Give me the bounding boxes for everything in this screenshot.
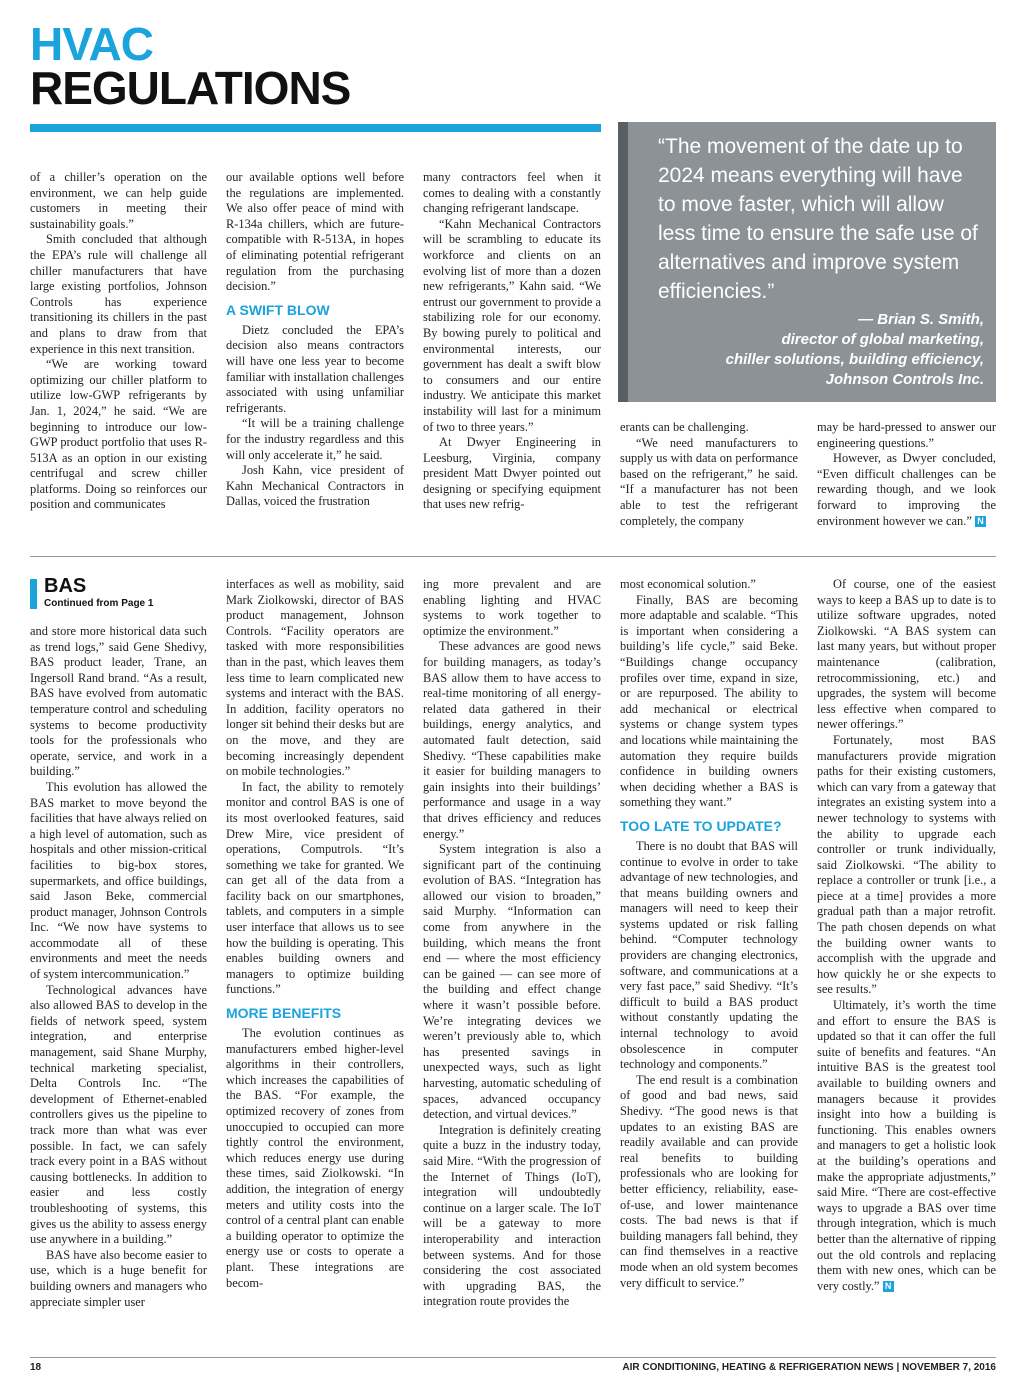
bas-column-1 — [30, 624, 207, 1310]
subhead-swift-blow: A SWIFT BLOW — [226, 301, 330, 318]
paragraph: Smith concluded that although the EPA’s rule will challenge all chiller manufacturers that have large existing portfolios, Johnson Controls has experience transitioning its chillers in the past and plans to draw from that experience in this next transition. — [30, 232, 207, 356]
paragraph: Of course, one of the easiest ways to keep a BAS up to date is to utilize software upgrades, noted Ziolkowski. “A BAS system can last many years, but without proper maintenance (calibration, retrocommissioning, etc.) and upgrades, the system will become less effective when compared to newer offerings.” — [817, 577, 996, 732]
paragraph: Technological advances have also allowed BAS to develop in the fields of network speed, system integration, and enterprise management, said Shane Murphy, technical marketing specialist, Delta Controls Inc. “The development of Ethernet-enabled controllers gives us the pipeline to track more than what was ever possible. In fact, we can safely track every point in a BAS without causing bottlenecks. In addition to easier and less costly troubleshooting of systems, this gives us the ability to assess energy use anywhere in a building.” — [30, 982, 207, 1247]
paragraph: The end result is a combination of good and bad news, said Shedivy. “The good news is that updates to an existing BAS are readily available and can provide real benefits to building professionals who are looking for better efficiency, reliability, ease-of-use, and lower maintenance costs. The bad news is that if building managers fall behind, they can find themselves in a reactive mode when an old system becomes very difficult to service.” — [620, 1072, 798, 1290]
bas-column-5 — [817, 577, 996, 1294]
attribution-line: Johnson Controls Inc. — [825, 371, 984, 388]
paragraph: Josh Kahn, vice president of Kahn Mechanical Contractors in Dallas, voiced the frustration — [226, 463, 404, 509]
paragraph: of a chiller’s operation on the environment, we can help guide customers in meeting their sustainability goals.” — [30, 170, 207, 231]
end-mark-icon: N — [975, 516, 986, 527]
header-line-2: REGULATIONS — [30, 62, 351, 114]
paragraph — [817, 998, 996, 1294]
paragraph: “Kahn Mechanical Contractors will be scrambling to educate its workforce and clients on an evolving list of more than a dozen new refrigerants,” Kahn said. “We entrust our government to provide a stabilizing role for our economy. By bowing purely to political and environmental interests, our government has dealt a swift blow to consumers and our entire industry. We anticipate this market instability will last for a minimum of two to three years.” — [423, 216, 601, 434]
paragraph: our available options well before the regulations are implemented. We also offer peace of mind with R-134a chillers, which are future-compatible with R-513A, in hopes of eliminating potential refrigerant regulation from the purchasing decision.” — [226, 170, 404, 294]
paragraph: ing more prevalent and are enabling lighting and HVAC systems to work together to optimize the environment.” — [423, 577, 601, 638]
bas-title: BAS — [44, 575, 87, 597]
paragraph-text: However, as Dwyer concluded, “Even difficult challenges can be rewarding though, and we look forward to improving the environment however we can.” — [817, 451, 996, 528]
pull-quote-bar — [618, 122, 628, 402]
bas-column-2 — [226, 577, 404, 1291]
paragraph: System integration is also a significant part of the continuing evolution of BAS. “Integration has allowed our vision to broaden,” said Murphy. “Information can come from anywhere in the building, which means the front end — where the most efficiency can be gained — can see more of the building and effect change where it wasn’t possible before. We’re integrating devices we weren’t previously able to, which has presented savings in unexpected ways, such as light harvesting, automatic scheduling of spaces, advanced occupancy detection, and virtual devices.” — [423, 842, 601, 1122]
attribution-line: chiller solutions, building efficiency, — [725, 351, 984, 368]
paragraph: BAS have also become easier to use, which is a huge benefit for building owners and managers who appreciate simpler user — [30, 1247, 207, 1309]
pull-quote-text: “The movement of the date up to 2024 means everything will have to move faster, which will allow less time to ensure the safe use of alternatives and improve system efficiencies.” — [658, 135, 978, 303]
section-divider — [30, 556, 996, 557]
bas-column-4 — [620, 577, 798, 1291]
continued-from-label: Continued from Page 1 — [44, 598, 154, 609]
top-column-5 — [817, 420, 996, 529]
header-rule — [30, 124, 601, 132]
paragraph: The evolution continues as manufacturers embed higher-level algorithms in their controllers, which increases the capabilities of the BAS. “For example, the optimized recovery of zones from unoccupied to occupied can more tightly control the environment, which reduces energy use during these times, said Ziolkowski. “In addition, the integration of energy meters and utility costs into the control of a central plant can enable a building operator to optimize the energy use or costs to operate a plant. These integrations are becom- — [226, 1026, 404, 1290]
end-mark-icon: N — [883, 1281, 894, 1292]
subhead-too-late: TOO LATE TO UPDATE? — [620, 817, 782, 834]
attribution-line: director of global marketing, — [781, 331, 984, 348]
paragraph: Finally, BAS are becoming more adaptable and scalable. “This is important when considering a building’s life cycle,” said Beke. “Buildings change occupancy profiles over time, expand in size, or are repurposed. The ability to add mechanical or electrical systems or change system types and locations while maintaining the automation they require builds confidence in building owners when deciding whether a BAS is something they want.” — [620, 592, 798, 810]
paragraph: Dietz concluded the EPA’s decision also means contractors will have one less year to become familiar with installation challenges associated with using unfamiliar refrigerants. — [226, 322, 404, 415]
subhead-more-benefits: MORE BENEFITS — [226, 1005, 342, 1022]
paragraph: There is no doubt that BAS will continue to evolve in order to take advantage of new technologies, and that means building owners and managers will need to keep their systems updated or risk falling behind. “Computer technology providers are changing electronics, software, and communications at a very fast pace,” said Shedivy. “It’s difficult to build a BAS product without constantly updating the internal technology to avoid obsolescence in computer technology and components.” — [620, 838, 798, 1072]
pull-quote-attribution — [726, 310, 984, 390]
top-column-4 — [620, 420, 798, 529]
publication-line: AIR CONDITIONING, HEATING & REFRIGERATION NEWS | NOVEMBER 7, 2016 — [622, 1362, 996, 1373]
paragraph: interfaces as well as mobility, said Mark Ziolkowski, director of BAS product management, Johnson Controls. “Facility operators are tasked with more responsibilities than in the past, which leaves them less time to learn complicated new systems and interact with the BAS. In addition, facility operators no longer sit behind their desks but are on the move, and they are becoming increasingly dependent on mobile technologies.” — [226, 577, 404, 779]
paragraph: many contractors feel when it comes to dealing with a constantly changing refrigerant landscape. — [423, 170, 601, 216]
paragraph: erants can be challenging. — [620, 420, 749, 434]
paragraph: In fact, the ability to remotely monitor and control BAS is one of its most overlooked features, said Drew Mire, vice president of operations, Computrols. “It’s something we take for granted. We can get all of the data from a facility back on our smartphones, tablets, and computers in a simple user interface that allows us to see how the building is operating. This enables building owners and managers to optimize building functions.” — [226, 779, 404, 997]
paragraph: These advances are good news for building managers, as today’s BAS allow them to have access to real-time monitoring of all energy-related data gathered in their buildings, energy analytics, and automated fault detection, said Shedivy. “These capabilities make it easier for building managers to gain insights into their buildings’ performance and usage in a way that drives efficiency and reduces energy.” — [423, 639, 601, 841]
top-column-3 — [423, 170, 601, 513]
attribution-line: — Brian S. Smith, — [858, 311, 984, 328]
paragraph: may be hard-pressed to answer our engineering questions.” — [817, 420, 996, 450]
paragraph: This evolution has allowed the BAS market to move beyond the facilities that have always relied on a high level of automation, such as hospitals and other mission-critical facilities to big-box stores, supermarkets, and office buildings, said Jason Beke, commercial product manager, Johnson Controls Inc. “We now have systems to accommodate all of these environments and meet the needs of system intercommunication.” — [30, 779, 207, 982]
footer-rule — [30, 1357, 996, 1358]
paragraph: and store more historical data such as trend logs,” said Gene Shedivy, BAS product leader, Trane, an Ingersoll Rand brand. “As a result, BAS have evolved from automatic temperature control and scheduling systems to become productivity tools for the professionals who operate, service, and work in a building.” — [30, 624, 207, 779]
paragraph-text: Ultimately, it’s worth the time and effort to ensure the BAS is updated so that it can offer the full suite of benefits and features. “An intuitive BAS is the greatest tool available to building owners and managers because it provides insight into how a building is functioning. This enables owners and managers to get a holistic look at the building’s operations and make the appropriate adjustments,” said Mire. “There are cost-effective ways to upgrade a BAS over time through integration, which is much better than the alternative of ripping out the old controls and replacing them with new ones, which can be very costly.” — [817, 998, 996, 1293]
paragraph — [817, 451, 996, 529]
paragraph: “We need manufacturers to supply us with data on performance based on the refrigerant,” he said. “If a manufacturer has not been able to test the refrigerant completely, the company — [620, 435, 798, 528]
paragraph: Fortunately, most BAS manufacturers provide migration paths for their existing customers, which can vary from a gateway that integrates an existing system into a newer technology to systems with the ability to upgrade each controller or trunk individually, said Ziolkowski. “The ability to replace a controller or trunk [i.e., a piece at a time] provides a more gradual path than a major retrofit. The path chosen depends on what the building owner wants to accomplish with the upgrade and how quickly he or she expects to see results.” — [817, 732, 996, 997]
paragraph: “We are working toward optimizing our chiller platform to utilize low-GWP refrigerants by Jan. 1, 2024,” he said. “We are beginning to introduce our low-GWP product portfolio that uses R-513A as an option in our existing centrifugal and screw chiller platforms. Doing so reinforces our position and communicates — [30, 357, 207, 512]
header-line-1: HVAC — [30, 18, 153, 70]
paragraph: “It will be a training challenge for the industry regardless and this will only accelerate it,” he said. — [226, 416, 404, 462]
top-column-2 — [226, 170, 404, 510]
paragraph: Integration is definitely creating quite a buzz in the industry today, said Mire. “With the progression of the Internet of Things (IoT), integration will undoubtedly continue on a larger scale. The IoT will be a gateway to more interoperability and interaction between systems. And for those considering the cost associated with upgrading BAS, the integration route provides the — [423, 1122, 601, 1309]
pull-quote — [618, 122, 996, 402]
bas-accent-bar — [30, 579, 37, 609]
bas-column-3 — [423, 577, 601, 1310]
paragraph: At Dwyer Engineering in Leesburg, Virginia, company president Matt Dwyer pointed out designing or specifying equipment that uses new refrig- — [423, 435, 601, 512]
top-column-1 — [30, 170, 207, 513]
section-header — [30, 18, 351, 114]
paragraph: most economical solution.” — [620, 577, 756, 591]
page-number: 18 — [30, 1362, 42, 1373]
